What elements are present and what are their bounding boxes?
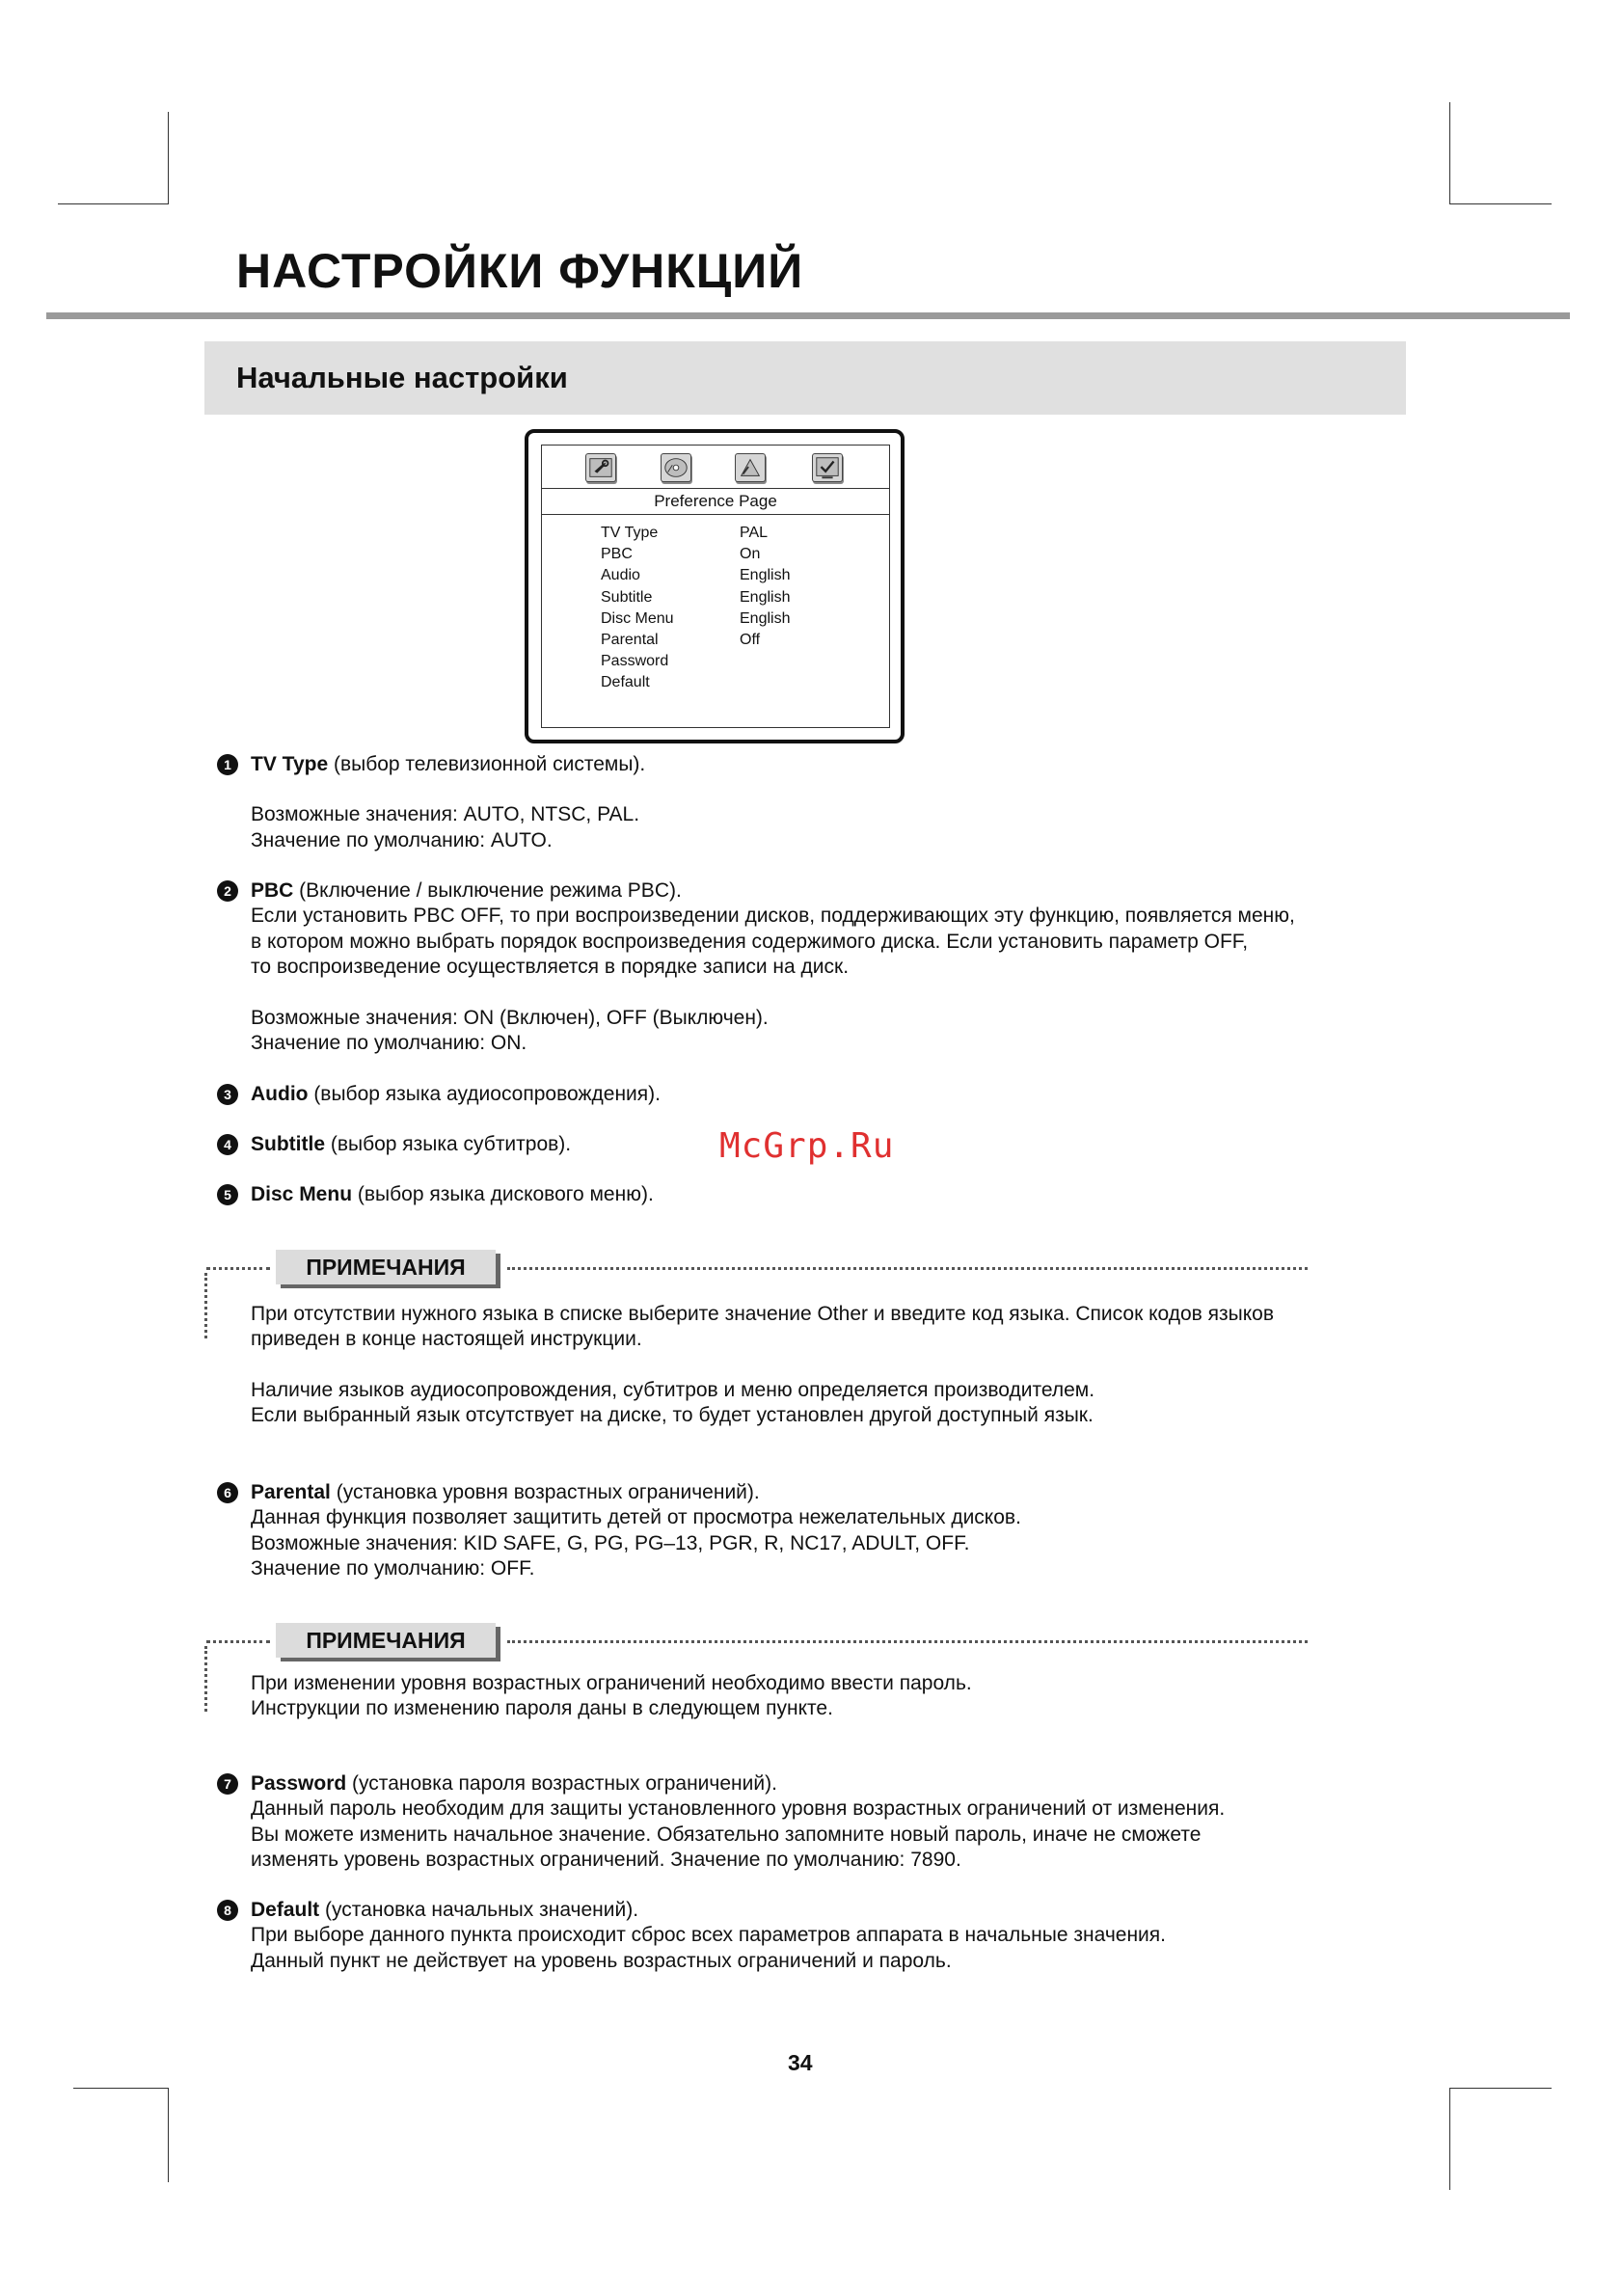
crop-mark [58,203,169,204]
page-number: 34 [788,2050,813,2075]
osd-row-subtitle [601,589,842,610]
general-setup-icon [585,453,616,482]
preference-icon [812,453,843,482]
item-description: (установка начальных значений). [319,1899,639,1921]
item-password [217,1771,1225,1874]
audio-disc-icon [661,453,691,482]
osd-label: PBC [601,546,633,563]
text-line: Вы можете изменить начальное значение. Обязательно запомните новый пароль, иначе не сможете [251,1823,1202,1846]
note-box [203,1623,1302,1739]
note-body [251,1302,1408,1429]
item-pbc [217,878,1295,1056]
item-description: (выбор телевизионной системы). [328,753,646,775]
item-term: Parental [251,1481,331,1503]
osd-label: Disc Menu [601,609,674,627]
item-parental [217,1480,1021,1582]
text-line: Данный пароль необходим для защиты установленного уровня возрастных ограничений от изменения. [251,1797,1226,1821]
text-line: Значение по умолчанию: OFF. [251,1557,535,1580]
crop-mark [1449,2088,1450,2190]
item-audio [217,1082,661,1107]
video-icon [735,453,766,482]
osd-label: Password [601,653,669,670]
section-title: Начальные настройки [236,361,568,394]
osd-label: Parental [601,631,659,648]
text-line: то воспроизведение осуществляется в порядке записи на диск. [251,956,850,979]
note-divider [507,1640,1308,1643]
text-line: Возможные значения: AUTO, NTSC, PAL. [251,803,640,826]
text-line: При выборе данного пункта происходит сброс всех параметров аппарата в начальные значения. [251,1924,1166,1947]
item-tv-type [217,752,645,853]
text-line: Если установить PBC OFF, то при воспроизведении дисков, поддерживающих эту функцию, появляется меню, [251,905,1295,928]
text-line: Возможные значения: KID SAFE, G, PG, PG–13, PGR, R, NC17, ADULT, OFF. [251,1531,970,1554]
item-number-badge: 3 [217,1084,238,1105]
text-line: Данная функция позволяет защитить детей от просмотра нежелательных дисков. [251,1506,1021,1529]
item-term: PBC [251,879,294,902]
item-number-badge: 4 [217,1134,238,1155]
item-description: (установка уровня возрастных ограничений). [330,1481,760,1503]
note-label: ПРИМЕЧАНИЯ [276,1250,496,1284]
text-line: в котором можно выбрать порядок воспроизведения содержимого диска. Если установить параметр OFF, [251,930,1249,953]
item-number-badge: 5 [217,1184,238,1205]
note-box [203,1250,1302,1462]
item-description: (выбор языка субтитров). [325,1133,572,1155]
osd-label: Default [601,674,650,691]
crop-mark [1449,203,1552,204]
crop-mark [168,2088,169,2182]
item-number-badge: 1 [217,754,238,775]
note-divider [206,1640,270,1643]
osd-value: PAL [740,525,769,541]
item-term: Password [251,1772,347,1795]
osd-icon-bar [542,446,889,488]
text-line: Инструкции по изменению пароля даны в следующем пункте. [251,1697,833,1720]
osd-row-default [601,674,842,695]
note-divider [507,1267,1308,1270]
page-title: НАСТРОЙКИ ФУНКЦИЙ [236,244,804,298]
note-label: ПРИМЕЧАНИЯ [276,1623,496,1658]
osd-row-disc-menu [601,610,842,632]
osd-row-pbc [601,546,842,567]
item-number-badge: 7 [217,1773,238,1795]
osd-row-tv-type [601,525,842,546]
item-term: Audio [251,1083,309,1105]
text-line: Данный пункт не действует на уровень возрастных ограничений и пароль. [251,1949,952,1972]
item-number-badge: 2 [217,880,238,902]
osd-panel [541,445,890,728]
osd-screen [525,429,905,743]
osd-menu-list [601,525,842,696]
item-description: (Включение / выключение режима PBC). [293,879,682,902]
text-line: При изменении уровня возрастных ограничений необходимо ввести пароль. [251,1672,972,1694]
section-band [204,341,1406,415]
text-line: Если выбранный язык отсутствует на диске, то будет установлен другой доступный язык. [251,1404,1094,1427]
osd-value: English [740,609,791,627]
item-term: TV Type [251,753,329,775]
item-number-badge: 8 [217,1900,238,1921]
osd-value: English [740,588,791,606]
item-default [217,1898,1166,1974]
crop-mark [168,112,169,204]
osd-row-audio [601,567,842,588]
osd-value: English [740,567,791,584]
text-line: приведен в конце настоящей инструкции. [251,1328,642,1351]
text-line: Значение по умолчанию: AUTO. [251,828,553,851]
text-line: Возможные значения: ON (Включен), OFF (Выключен). [251,1006,769,1029]
item-term: Subtitle [251,1133,325,1155]
osd-value: Off [740,631,761,648]
note-divider [204,1646,207,1712]
osd-row-parental [601,632,842,653]
text-line: При отсутствии нужного языка в списке выберите значение Other и введите код языка. Список кодов языков [251,1303,1275,1325]
item-description: (выбор языка дискового меню). [352,1183,654,1205]
note-divider [206,1267,270,1270]
osd-row-password [601,653,842,674]
item-term: Disc Menu [251,1183,353,1205]
title-rule [46,312,1570,319]
note-divider [204,1273,207,1338]
crop-mark [1449,102,1450,204]
item-number-badge: 6 [217,1482,238,1503]
text-line: Наличие языков аудиосопровождения, субтитров и меню определяется производителем. [251,1378,1095,1401]
crop-mark [1449,2088,1552,2089]
osd-page-header: Preference Page [542,488,889,515]
item-disc-menu [217,1182,654,1207]
osd-value: On [740,546,761,563]
osd-label: Audio [601,567,640,584]
item-subtitle [217,1132,571,1157]
item-term: Default [251,1899,320,1921]
item-description: (выбор языка аудиосопровождения). [308,1083,661,1105]
item-description: (установка пароля возрастных ограничений). [346,1772,777,1795]
watermark: McGrp.Ru [719,1126,895,1166]
text-line: Значение по умолчанию: ON. [251,1032,527,1055]
text-line: изменять уровень возрастных ограничений. Значение по умолчанию: 7890. [251,1849,961,1872]
crop-mark [73,2088,169,2089]
osd-label: Subtitle [601,588,653,606]
osd-label: TV Type [601,525,659,541]
note-body [251,1671,1408,1722]
